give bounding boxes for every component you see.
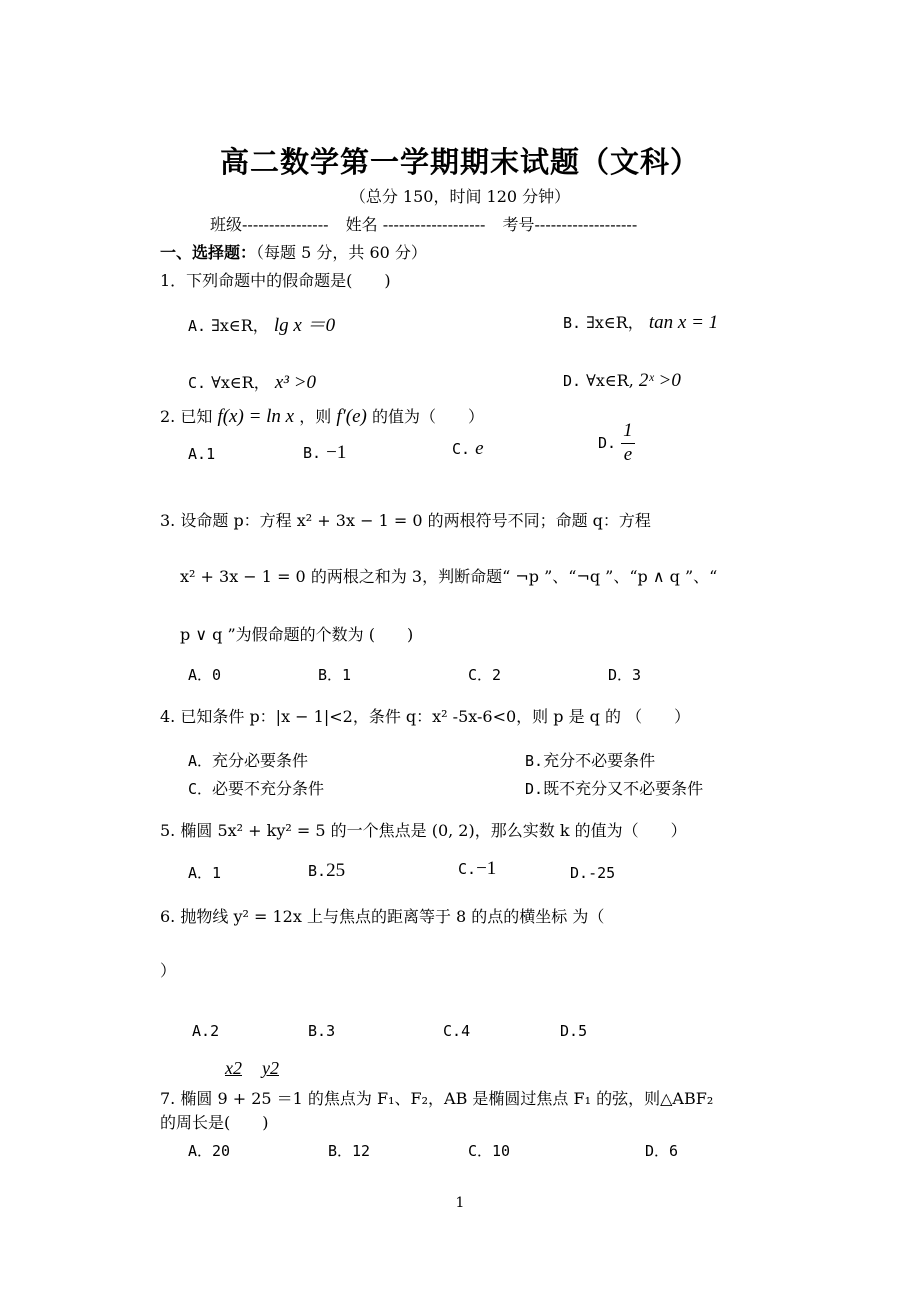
question-7-fraction-numerator-y: y2	[262, 1058, 279, 1078]
question-3-line-3: p ∨ q ”为假命题的个数为 ( )	[180, 625, 414, 644]
page-title: 高二数学第一学期期末试题（文科）	[219, 145, 700, 179]
fraction-one-over-e: $\frac{1}{e}$	[623, 420, 633, 465]
question-7-fraction-numerator-x: x2	[225, 1058, 242, 1078]
question-1-option-a: A. ∃x∈R， lg x ＝0	[188, 315, 336, 336]
question-4-option-a: A．充分必要条件	[188, 751, 309, 770]
exam-subtitle: （总分 150，时间 120 分钟）	[349, 187, 571, 206]
question-2-option-d: D. $\frac{1}{e}$	[598, 420, 633, 465]
question-5-option-c: C.−1	[458, 858, 497, 879]
question-3-line-1: 3. 设命题 p：方程 x² + 3x − 1 = 0 的两根符号不同；命题 q：方程	[160, 511, 651, 530]
question-3-line-2: x² + 3x − 1 = 0 的两根之和为 3，判断命题“ ¬p ”、“¬q ”、“p ∧ q ”、“	[180, 567, 718, 586]
question-4-stem: 4. 已知条件 p：|x − 1|<2，条件 q：x² -5x-6<0，则 p 是 q 的 （ ）	[160, 707, 691, 726]
question-5-stem: 5. 椭圆 5x² + ky² = 5 的一个焦点是 (0, 2)，那么实数 k 的值为（ ）	[160, 821, 687, 840]
question-6-option-b: B.3	[308, 1022, 336, 1040]
question-6-stem-continued: ）	[160, 961, 177, 980]
question-7-option-a: A．20	[188, 1142, 231, 1160]
question-5-option-b: B.25	[308, 860, 346, 881]
question-7-stem-continued: 的周长是( )	[160, 1113, 269, 1132]
question-3-option-a: A．0	[188, 666, 222, 684]
question-2-option-a: A.1	[188, 445, 216, 463]
question-1-option-b: B. ∃x∈R， tan x = 1	[563, 312, 719, 333]
question-2-option-c: C. e	[452, 438, 484, 459]
name-field: 姓名 -------------------	[345, 215, 486, 234]
question-6-option-d: D.5	[560, 1022, 588, 1040]
question-5-option-d: D.-25	[570, 864, 616, 882]
question-4-option-b: B.充分不必要条件	[525, 751, 656, 770]
question-7-option-d: D．6	[645, 1142, 679, 1160]
question-2-option-b: B. −1	[303, 442, 347, 463]
question-7-option-b: B．12	[328, 1142, 371, 1160]
question-4-option-d: D.既不充分又不必要条件	[525, 779, 704, 798]
question-3-option-c: C．2	[468, 666, 502, 684]
question-7-option-c: C．10	[468, 1142, 511, 1160]
question-7-stem: 7. 椭圆 9 + 25 ＝1 的焦点为 F₁、F₂，AB 是椭圆过焦点 F₁ 的弦，则△ABF₂	[160, 1089, 714, 1108]
number-field: 考号-------------------	[502, 215, 638, 234]
question-3-option-d: D．3	[608, 666, 642, 684]
question-2-stem: 2. 已知 f(x) = ln x ，则 f′(e) 的值为（ ）	[160, 406, 484, 427]
section-note: （每题 5 分，共 60 分）	[256, 243, 427, 262]
question-5-option-a: A．1	[188, 864, 222, 882]
question-4-option-c: C．必要不充分条件	[188, 779, 325, 798]
question-3-option-b: B．1	[318, 666, 352, 684]
question-1-option-d: D. ∀x∈R, 2ˣ >0	[563, 370, 681, 391]
student-info-line	[210, 212, 649, 235]
question-1-stem: 1．下列命题中的假命题是( )	[160, 271, 391, 290]
section-title: 一、选择题：	[160, 243, 257, 262]
question-6-option-c: C.4	[443, 1022, 471, 1040]
question-1-option-c: C. ∀x∈R， x³ >0	[188, 372, 317, 393]
class-field: 班级----------------	[210, 215, 329, 234]
question-6-option-a: A.2	[192, 1022, 220, 1040]
question-6-stem: 6. 抛物线 y² = 12x 上与焦点的距离等于 8 的点的横坐标 为（	[160, 907, 605, 926]
page-number: 1	[455, 1195, 465, 1211]
section-heading	[160, 240, 427, 263]
